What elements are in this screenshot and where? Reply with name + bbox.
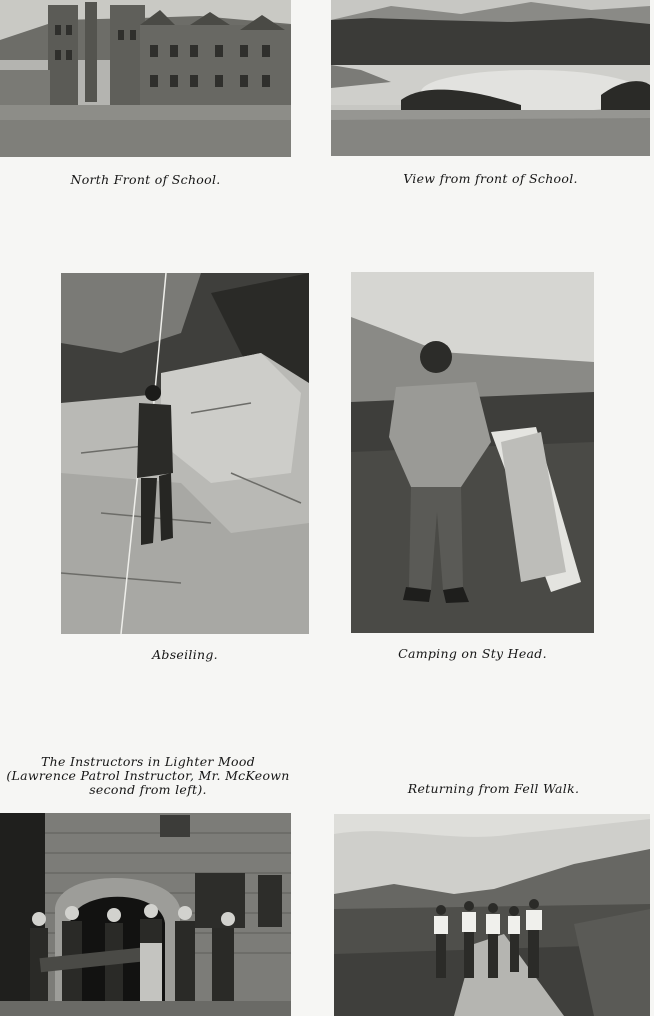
photo-abseiling — [61, 273, 309, 634]
photo-camping-on-sty-head — [351, 272, 594, 633]
caption-camping-on-sty-head: Camping on Sty Head. — [398, 646, 547, 661]
photo-returning-from-fell-walk — [334, 814, 650, 1016]
caption-line-3: second from left). — [89, 782, 207, 797]
caption-line-2: (Lawrence Patrol Instructor, Mr. McKeown — [6, 768, 290, 783]
caption-returning-from-fell-walk: Returning from Fell Walk. — [407, 781, 580, 796]
caption-instructors-lighter-mood — [0, 755, 296, 797]
caption-north-front-of-school: North Front of School. — [70, 172, 221, 187]
photo-view-from-front-of-school — [331, 0, 650, 156]
caption-abseiling: Abseiling. — [152, 647, 218, 662]
photo-north-front-of-school — [0, 0, 291, 157]
caption-line-1: The Instructors in Lighter Mood — [40, 754, 256, 769]
caption-view-from-front-of-school: View from front of School. — [403, 171, 578, 186]
photo-instructors-lighter-mood — [0, 813, 291, 1016]
